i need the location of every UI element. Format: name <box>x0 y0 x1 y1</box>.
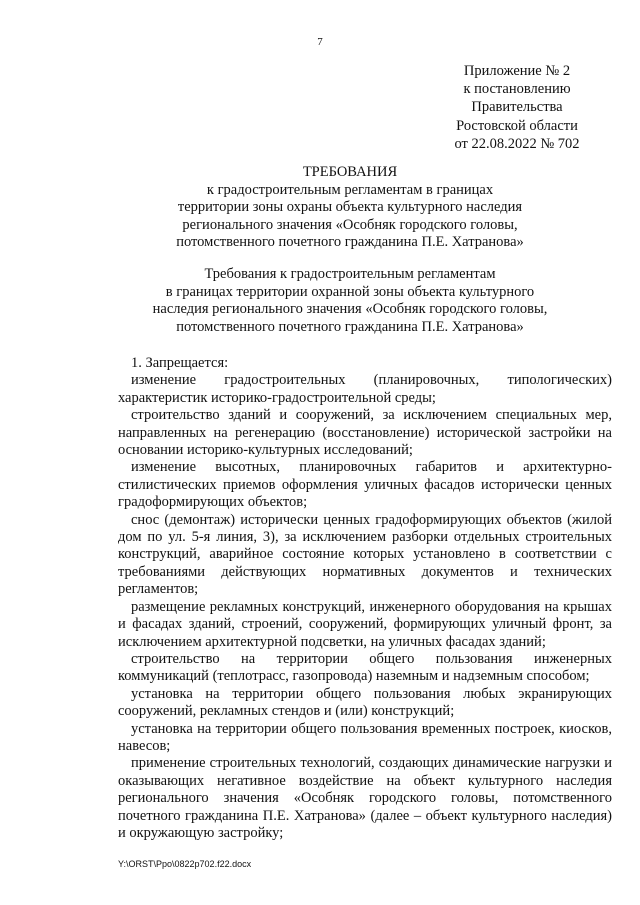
subtitle-line: Требования к градостроительным регламентам <box>204 266 496 282</box>
annex-line: Ростовской области <box>456 117 578 134</box>
document-title <box>120 164 580 252</box>
list-item: строительство зданий и сооружений, за исключением специальных мер, направленных на регенерацию (восстановление) исторической застройки на основании историко-культурных исследований; <box>118 407 612 459</box>
section-heading: 1. Запрещается: <box>131 355 229 371</box>
list-item: строительство на территории общего пользования инженерных коммуникаций (теплотрасс, газопровода) наземным и надземным способом; <box>118 650 612 685</box>
annex-line: к постановлению <box>463 81 571 98</box>
annex-block <box>432 62 602 153</box>
title-line: к градостроительным регламентам в границах <box>206 181 494 198</box>
page-number: 7 <box>317 36 323 48</box>
list-item: установка на территории общего пользования временных построек, киосков, навесов; <box>118 720 612 754</box>
title-line: регионального значения «Особняк городского головы, <box>182 216 518 233</box>
list-item: снос (демонтаж) исторически ценных градоформирующих объектов (жилой дом по ул. 5-я линия, 3), за исключением разборки отдельных строительных конструкций, аварийное состояние которых установлено в соответствии с требованиями действующих нормативных документов и технических регламентов; <box>118 511 612 598</box>
list-item: применение строительных технологий, создающих динамические нагрузки и оказывающих негативное воздействие на объект культурного наследия регионального значения «Особняк городского головы, потомственного почетного гражданина П.Е. Хатранова» (далее – объект культурного наследия) и окружающую застройку; <box>118 755 612 841</box>
list-item: установка на территории общего пользования любых экранирующих сооружений, рекламных стендов и (или) конструкций; <box>118 685 612 720</box>
document-subtitle <box>120 266 580 336</box>
annex-line: от 22.08.2022 № 702 <box>454 135 580 152</box>
subtitle-line: наследия регионального значения «Особняк городского головы, <box>152 301 548 318</box>
list-item: изменение градостроительных (планировочных, типологических) характеристик историко-градостроительной среды; <box>118 372 612 406</box>
list-item: размещение рекламных конструкций, инженерного оборудования на крышах и фасадах зданий, строений, сооружений, формирующих уличный фронт, за исключением архитектурной подсветки, на уличных фасадах зданий; <box>118 598 612 650</box>
title-line: территории зоны охраны объекта культурного наследия <box>177 199 523 216</box>
list-item: изменение высотных, планировочных габаритов и архитектурно-стилистических приемов оформления уличных фасадов исторически ценных градоформирующих объектов; <box>118 459 612 511</box>
requirements-body <box>118 355 612 842</box>
file-path-footer: Y:\ORST\Ppo\0822p702.f22.docx <box>118 859 252 869</box>
annex-line: Приложение № 2 <box>463 63 571 79</box>
subtitle-line: в границах территории охранной зоны объекта культурного <box>165 283 535 300</box>
annex-line: Правительства <box>471 99 563 116</box>
title-line: потомственного почетного гражданина П.Е. Хатранова» <box>176 234 524 251</box>
title-heading: ТРЕБОВАНИЯ <box>302 164 398 180</box>
subtitle-line: потомственного почетного гражданина П.Е. Хатранова» <box>176 318 524 335</box>
